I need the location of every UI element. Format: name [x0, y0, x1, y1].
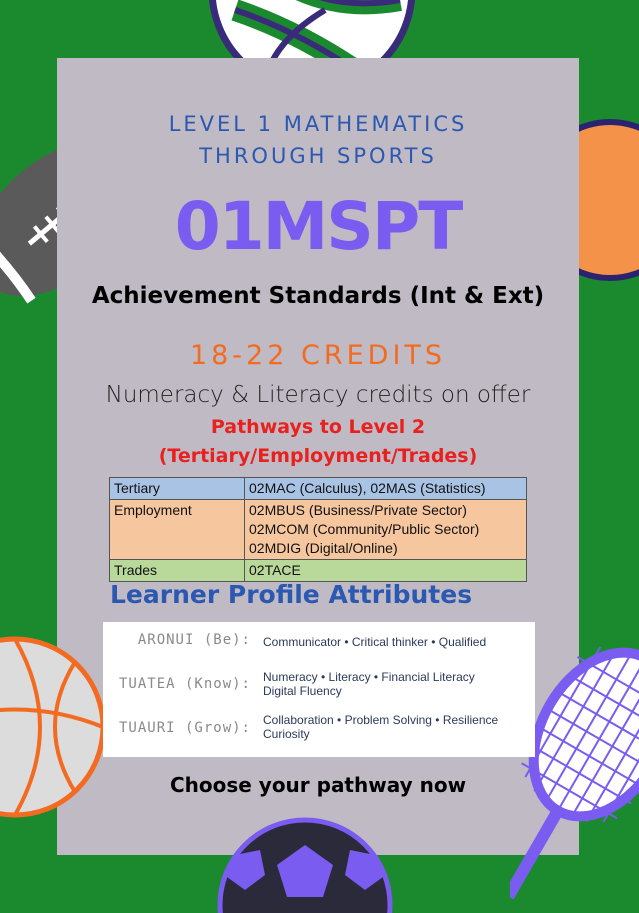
- attribute-key: TUATEA (Know):: [118, 676, 251, 692]
- attribute-line: Digital Fluency: [263, 684, 342, 698]
- attribute-line: Collaboration • Problem Solving • Resilience: [263, 713, 499, 727]
- course-line: 02MDIG (Digital/Online): [249, 540, 398, 556]
- course-line: 02MCOM (Community/Public Sector): [249, 521, 480, 537]
- attribute-value: [263, 713, 533, 741]
- course-line: 02MBUS (Business/Private Sector): [249, 502, 467, 518]
- table-row: [110, 560, 527, 582]
- table-row: [110, 500, 527, 560]
- course-line: 02MAC (Calculus), 02MAS (Statistics): [249, 480, 486, 496]
- attribute-value: [263, 635, 533, 649]
- pathways-subheading: (Tertiary/Employment/Trades): [158, 445, 478, 467]
- pathways-table: [109, 477, 527, 582]
- attribute-line: Communicator • Critical thinker • Qualified: [263, 635, 487, 649]
- soccer-ball-icon: [215, 815, 395, 913]
- achievement-standards: Achievement Standards (Int & Ext): [91, 283, 545, 309]
- pathways-heading: Pathways to Level 2: [210, 416, 426, 438]
- attribute-key: TUAURI (Grow):: [118, 720, 251, 736]
- table-row: [110, 478, 527, 500]
- attribute-key: ARONUI (Be):: [137, 632, 251, 648]
- header-title-line2: THROUGH SPORTS: [199, 144, 437, 168]
- pathway-label: Employment: [110, 500, 245, 560]
- attribute-line: Curiosity: [263, 727, 310, 741]
- attribute-line: Numeracy • Literacy • Financial Literacy: [263, 670, 475, 684]
- learner-profile-heading: Learner Profile Attributes: [110, 580, 473, 609]
- numeracy-literacy-text: Numeracy & Literacy credits on offer: [105, 382, 531, 408]
- course-line: 02TACE: [249, 562, 301, 578]
- pathway-courses: [245, 478, 527, 500]
- course-code: 01MSPT: [174, 188, 462, 265]
- attribute-value: [263, 670, 533, 698]
- credits-label: 18-22 CREDITS: [189, 340, 447, 371]
- learner-profile-box: [103, 622, 535, 757]
- pathway-label: Trades: [110, 560, 245, 582]
- pathway-label: Tertiary: [110, 478, 245, 500]
- header-title-line1: LEVEL 1 MATHEMATICS: [168, 112, 468, 136]
- pathway-courses: [245, 500, 527, 560]
- cta-text: Choose your pathway now: [169, 773, 467, 797]
- pathway-courses: [245, 560, 527, 582]
